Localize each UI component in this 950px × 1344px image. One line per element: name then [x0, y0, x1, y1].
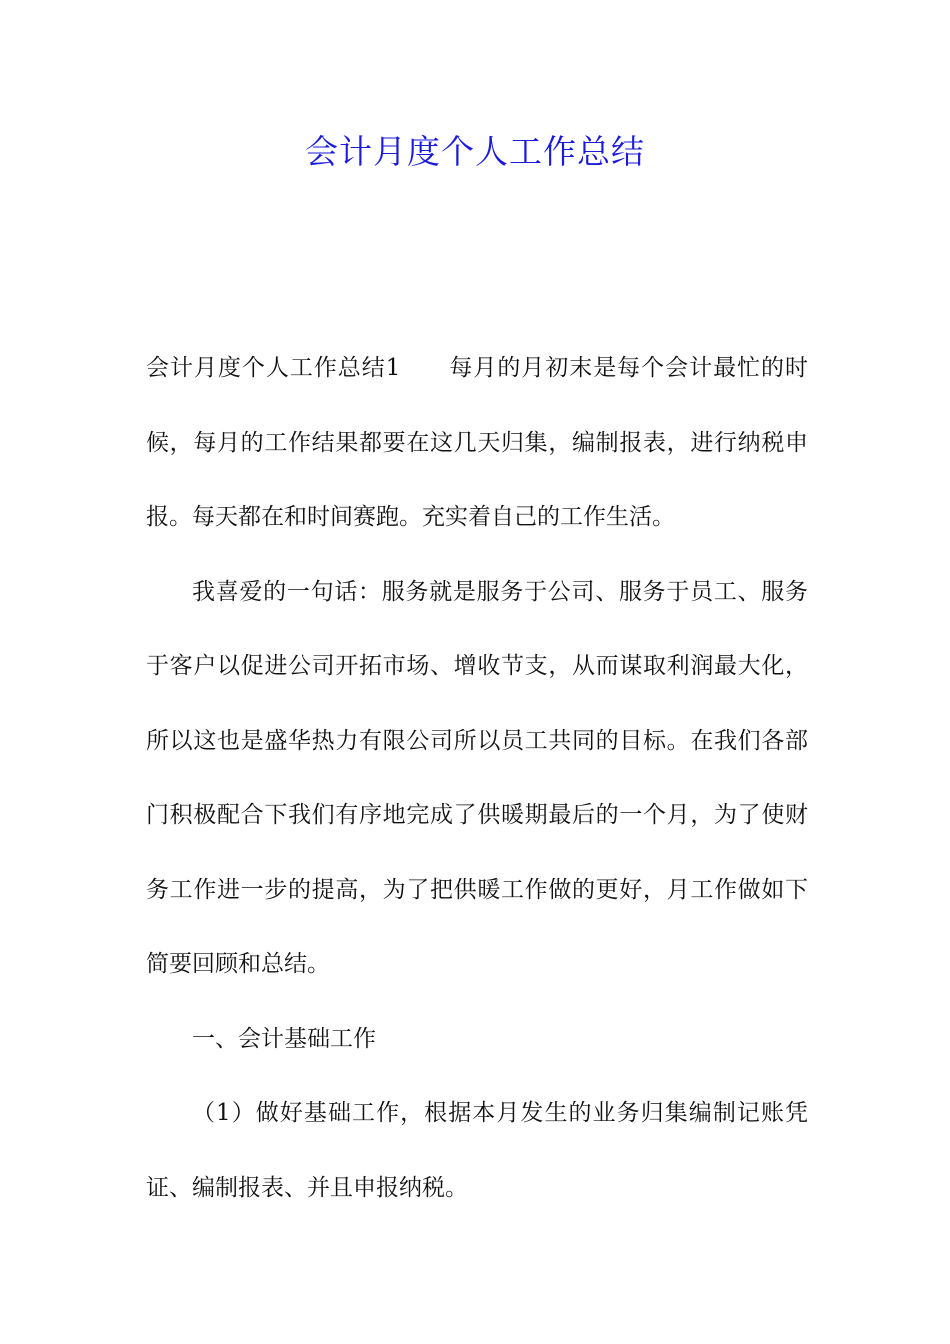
paragraph-text: 每月的月初末是每个会计最忙的时候，每月的工作结果都要在这几天归集，编制报表，进行纳税申报。每天都在和时间赛跑。充实着自己的工作生活。 [146, 355, 809, 530]
paragraph-motto: 我喜爱的一句话：服务就是服务于公司、服务于员工、服务于客户以促进公司开拓市场、增收节支，从而谋取利润最大化，所以这也是盛华热力有限公司所以员工共同的目标。在我们各部门积极配合下我们有序地完成了供暖期最后的一个月，为了使财务工作进一步的提高，为了把供暖工作做的更好，月工作做如下简要回顾和总结。 [146, 578, 808, 977]
document-body [146, 331, 808, 1225]
document-title: 会计月度个人工作总结 [305, 132, 645, 171]
section-heading-inline: 会计月度个人工作总结1 [146, 355, 401, 381]
paragraph-item-1: （1）做好基础工作，根据本月发生的业务归集编制记账凭证、编制报表、并且申报纳税。 [146, 1100, 808, 1201]
section-heading: 一、会计基础工作 [192, 1025, 376, 1052]
paragraph-intro [146, 331, 808, 555]
